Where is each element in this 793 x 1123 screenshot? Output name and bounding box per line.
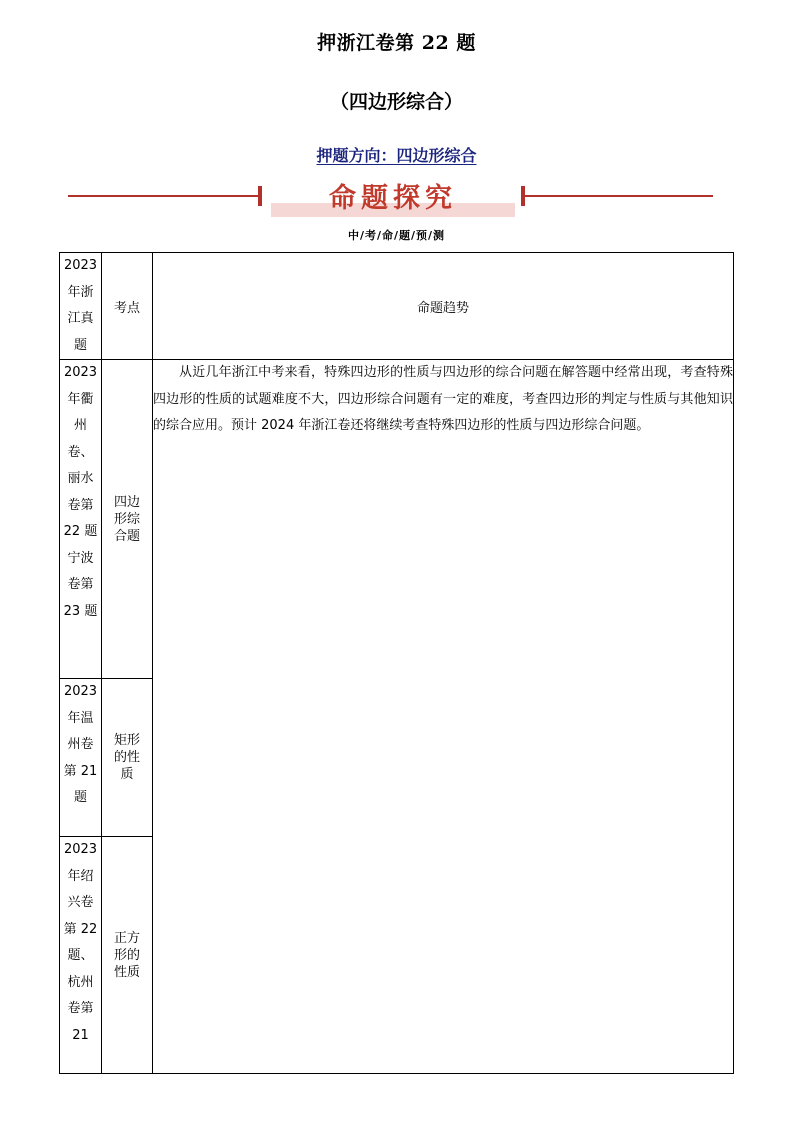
banner-line-left: [68, 195, 258, 197]
table-header-row: [60, 253, 734, 360]
header-point: 考点: [102, 253, 153, 360]
page-title: 押浙江卷第 22 题: [317, 32, 476, 54]
table-row: [60, 360, 734, 679]
row-point: 四边形综合题: [102, 360, 153, 679]
banner-line-right: [525, 195, 713, 197]
row-year: 2023 年衢州卷、丽水卷第 22 题宁波卷第 23 题: [60, 360, 102, 679]
row-year: 2023 年温州卷第 21 题: [60, 679, 102, 837]
banner-subtitle: 中/考/命/题/预/测: [347, 229, 446, 242]
row-year: 2023 年绍兴卷第 22 题、杭州卷第 21: [60, 837, 102, 1074]
banner-title: 命题探究: [329, 183, 457, 214]
analysis-table: [59, 252, 734, 1074]
header-trend: 命题趋势: [153, 253, 734, 360]
banner-bar-left: [258, 186, 262, 206]
row-point: 正方形的性质: [102, 837, 153, 1074]
page-subtitle: （四边形综合）: [329, 91, 463, 113]
direction-heading: 押题方向：四边形综合: [316, 146, 477, 165]
trend-text: 从近几年浙江中考来看，特殊四边形的性质与四边形的综合问题在解答题中经常出现，考查特殊四边形的性质的试题难度不大，四边形综合问题有一定的难度，考查四边形的判定与性质与其他知识的综合应用。预计 2024 年浙江卷还将继续考查特殊四边形的性质与四边形综合问题。: [153, 360, 734, 1074]
header-year: 2023 年浙江真题: [60, 253, 102, 360]
row-point: 矩形的性质: [102, 679, 153, 837]
